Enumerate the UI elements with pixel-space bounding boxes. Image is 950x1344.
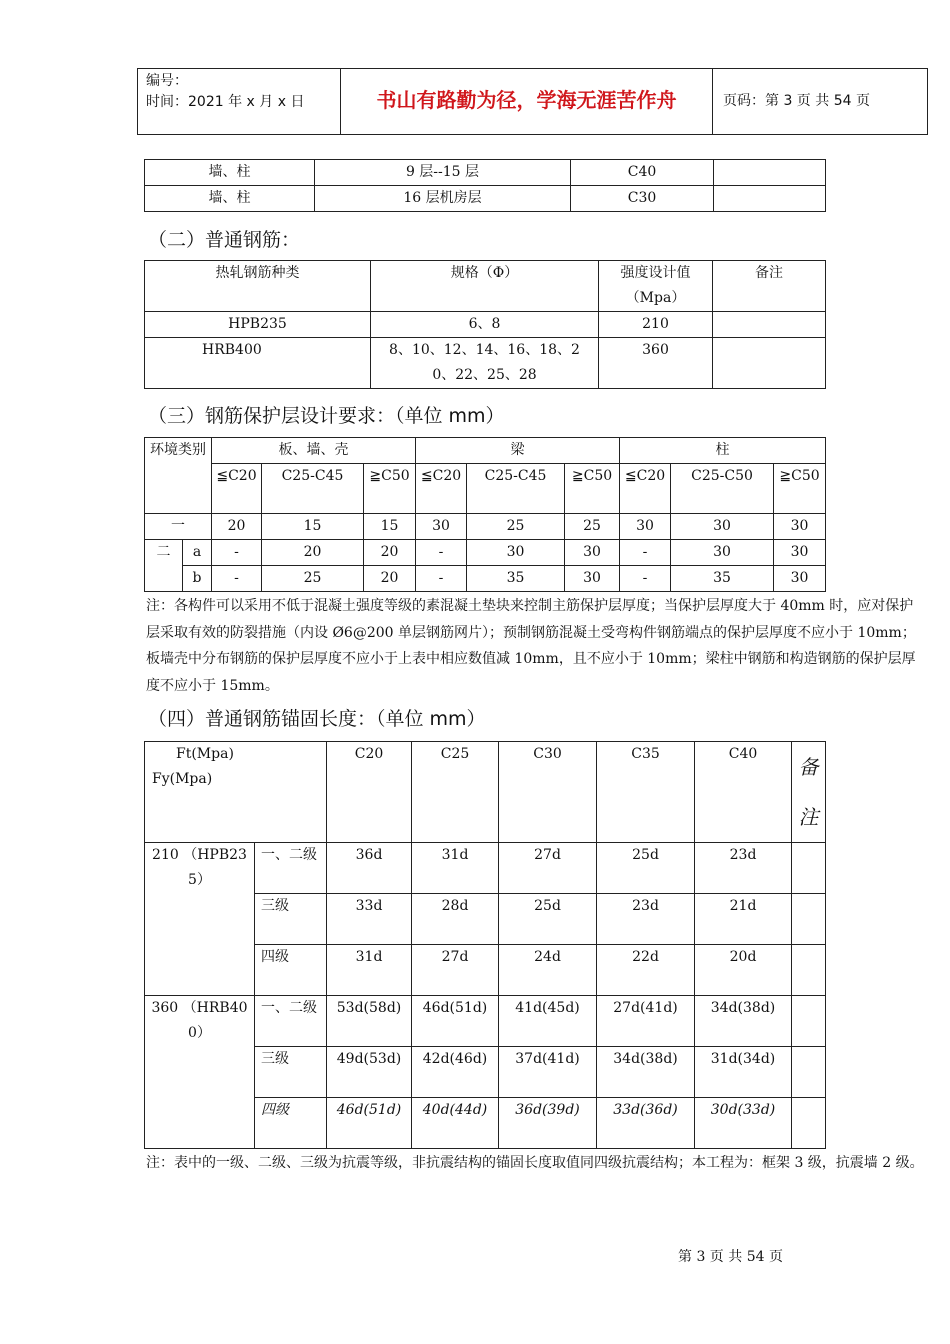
cover-value: 35 (467, 566, 565, 592)
anchor-table (144, 741, 826, 1149)
member-cell: 墙、柱 (145, 160, 315, 186)
anchor-value: 49d(53d) (327, 1047, 412, 1098)
anchor-value: 36d (327, 843, 412, 894)
seismic-level: 四级 (255, 945, 327, 996)
cover-value: 20 (212, 514, 262, 540)
anchor-value: 25d (499, 894, 597, 945)
anchor-value: 28d (412, 894, 499, 945)
anchor-value: 34d(38d) (695, 996, 792, 1047)
fy-group-label: 210 （HPB235） (145, 843, 255, 996)
concrete-grade-table (144, 159, 826, 212)
member-cell: 墙、柱 (145, 186, 315, 212)
col-header-type: 热轧钢筋种类 (145, 261, 371, 312)
seismic-level: 三级 (255, 894, 327, 945)
group-header-beam: 梁 (416, 438, 620, 464)
sub-header: C25-C50 (671, 464, 774, 514)
anchor-value: 42d(46d) (412, 1047, 499, 1098)
table-row (145, 996, 826, 1047)
corner-header (145, 742, 327, 843)
grade-header: C35 (597, 742, 695, 843)
cover-value: - (620, 566, 671, 592)
anchor-value: 23d (695, 843, 792, 894)
cover-value: 35 (671, 566, 774, 592)
cover-value: 25 (262, 566, 364, 592)
table-row (145, 312, 826, 338)
page-header (137, 68, 928, 135)
anchor-value: 36d(39d) (499, 1098, 597, 1149)
anchor-value: 27d (412, 945, 499, 996)
grade-header: C25 (412, 742, 499, 843)
fy-group-label: 360 （HRB400） (145, 996, 255, 1149)
anchor-value: 27d (499, 843, 597, 894)
grade-header: C20 (327, 742, 412, 843)
rebar-type: HPB235 (145, 312, 371, 338)
rebar-strength: 360 (599, 338, 713, 389)
ft-label: Ft(Mpa) (176, 746, 234, 762)
anchor-note: 注：表中的一级、二级、三级为抗震等级，非抗震结构的锚固长度取值同四级抗震结构；本工程为：框架 3 级，抗震墙 2 级。 (146, 1155, 924, 1171)
strength-header-line2: （Mpa） (625, 290, 686, 306)
cover-table (144, 437, 826, 592)
table-row (145, 186, 826, 212)
remark-cell (792, 894, 826, 945)
table-row (145, 843, 826, 894)
cover-value: - (620, 540, 671, 566)
rebar-type: HRB400 (145, 338, 371, 389)
env-header: 环境类别 (145, 438, 212, 514)
cover-value: 30 (565, 540, 620, 566)
table-row (145, 160, 826, 186)
anchor-value: 31d (412, 843, 499, 894)
cover-value: 30 (774, 514, 826, 540)
cover-note: 注：各构件可以采用不低于混凝土强度等级的素混凝土垫块来控制主筋保护层厚度；当保护层厚度大于 40mm 时，应对保护层采取有效的防裂措施（内设 Ø6@200 单层钢筋网片）；预制钢筋混凝土受弯构件钢筋端点的保护层厚度不应小于 10mm；板墙壳中分布钢筋的保护层厚度不应小于上表中相应数值减 10mm，且不应小于 10mm；梁柱中钢筋和构造钢筋的保护层厚度不应小于 15mm。 (146, 598, 916, 694)
anchor-value: 34d(38d) (597, 1047, 695, 1098)
anchor-value: 21d (695, 894, 792, 945)
page-footer: 第 3 页 共 54 页 (678, 1249, 783, 1265)
page-info-cell (713, 69, 928, 135)
cover-value: 30 (774, 540, 826, 566)
note-cell (714, 186, 826, 212)
cover-value: 15 (364, 514, 416, 540)
rebar-strength: 210 (599, 312, 713, 338)
anchor-value: 53d(58d) (327, 996, 412, 1047)
floors-cell: 9 层--15 层 (315, 160, 571, 186)
strength-header-line1: 强度设计值 (620, 265, 691, 281)
col-header-spec: 规格（Φ） (371, 261, 599, 312)
sub-header: ≦C20 (416, 464, 467, 514)
cover-value: 30 (671, 540, 774, 566)
cover-value: 30 (671, 514, 774, 540)
cover-value: 30 (467, 540, 565, 566)
remark-char-1: 备 (798, 755, 819, 779)
sub-header: ≧C50 (774, 464, 826, 514)
seismic-level: 一、二级 (255, 843, 327, 894)
sub-header: C25-C45 (262, 464, 364, 514)
floors-cell: 16 层机房层 (315, 186, 571, 212)
cover-value: 30 (774, 566, 826, 592)
remark-cell (792, 996, 826, 1047)
sub-header: ≦C20 (620, 464, 671, 514)
table-row (145, 514, 826, 540)
remark-header (792, 742, 826, 843)
remark-cell (792, 843, 826, 894)
cover-value: 20 (262, 540, 364, 566)
cover-value: 30 (416, 514, 467, 540)
time-label: 时间：2021 年 x 月 x 日 (146, 94, 305, 110)
anchor-value: 31d(34d) (695, 1047, 792, 1098)
cover-section-title: （三）钢筋保护层设计要求：（单位 mm） (148, 405, 505, 427)
anchor-value: 46d(51d) (327, 1098, 412, 1149)
anchor-value: 27d(41d) (597, 996, 695, 1047)
cover-value: 15 (262, 514, 364, 540)
anchor-value: 33d (327, 894, 412, 945)
sub-header: C25-C45 (467, 464, 565, 514)
anchor-section-title: （四）普通钢筋锚固长度：（单位 mm） (148, 708, 486, 730)
anchor-value: 46d(51d) (412, 996, 499, 1047)
table-row (145, 566, 826, 592)
table-row (145, 338, 826, 389)
col-header-note: 备注 (713, 261, 826, 312)
cover-value: - (416, 540, 467, 566)
table-header-row (145, 742, 826, 843)
table-row (145, 540, 826, 566)
number-label: 编号： (146, 73, 188, 89)
rebar-spec: 8、10、12、14、16、18、20、22、25、28 (371, 338, 599, 389)
anchor-value: 24d (499, 945, 597, 996)
anchor-value: 22d (597, 945, 695, 996)
header-left-cell (138, 69, 341, 135)
cover-value: - (212, 540, 262, 566)
rebar-note (713, 312, 826, 338)
table-header-row (145, 438, 826, 464)
rebar-section-title: （二）普通钢筋： (148, 229, 301, 251)
env-sublabel: a (183, 540, 212, 566)
seismic-level: 一、二级 (255, 996, 327, 1047)
cover-value: 30 (620, 514, 671, 540)
anchor-value: 30d(33d) (695, 1098, 792, 1149)
anchor-value: 37d(41d) (499, 1047, 597, 1098)
grade-cell: C40 (571, 160, 714, 186)
cover-value: 25 (467, 514, 565, 540)
grade-cell: C30 (571, 186, 714, 212)
cover-value: - (212, 566, 262, 592)
sub-header: ≧C50 (364, 464, 416, 514)
grade-header: C30 (499, 742, 597, 843)
fy-label: Fy(Mpa) (152, 771, 213, 787)
env-label: 一 (145, 514, 212, 540)
cover-value: - (416, 566, 467, 592)
anchor-value: 41d(45d) (499, 996, 597, 1047)
remark-cell (792, 1098, 826, 1149)
grade-header: C40 (695, 742, 792, 843)
sub-header: ≦C20 (212, 464, 262, 514)
remark-char-2: 注 (798, 805, 819, 829)
cover-value: 25 (565, 514, 620, 540)
anchor-value: 25d (597, 843, 695, 894)
table-header-row (145, 261, 826, 312)
anchor-value: 40d(44d) (412, 1098, 499, 1149)
env-label: 二 (145, 540, 183, 592)
group-header-column: 柱 (620, 438, 826, 464)
cover-value: 20 (364, 566, 416, 592)
cover-value: 20 (364, 540, 416, 566)
motto: 书山有路勤为径，学海无涯苦作舟 (376, 87, 677, 112)
sub-header: ≧C50 (565, 464, 620, 514)
col-header-strength (599, 261, 713, 312)
table-subheader-row (145, 464, 826, 514)
env-sublabel: b (183, 566, 212, 592)
anchor-value: 20d (695, 945, 792, 996)
rebar-note (713, 338, 826, 389)
anchor-value: 31d (327, 945, 412, 996)
page-info: 页码：第 3 页 共 54 页 (723, 93, 870, 109)
seismic-level: 四级 (255, 1098, 327, 1149)
motto-cell (341, 69, 713, 135)
seismic-level: 三级 (255, 1047, 327, 1098)
anchor-value: 33d(36d) (597, 1098, 695, 1149)
group-header-slab: 板、墙、壳 (212, 438, 416, 464)
rebar-table (144, 260, 826, 389)
remark-cell (792, 1047, 826, 1098)
remark-cell (792, 945, 826, 996)
rebar-spec: 6、8 (371, 312, 599, 338)
cover-value: 30 (565, 566, 620, 592)
note-cell (714, 160, 826, 186)
anchor-value: 23d (597, 894, 695, 945)
